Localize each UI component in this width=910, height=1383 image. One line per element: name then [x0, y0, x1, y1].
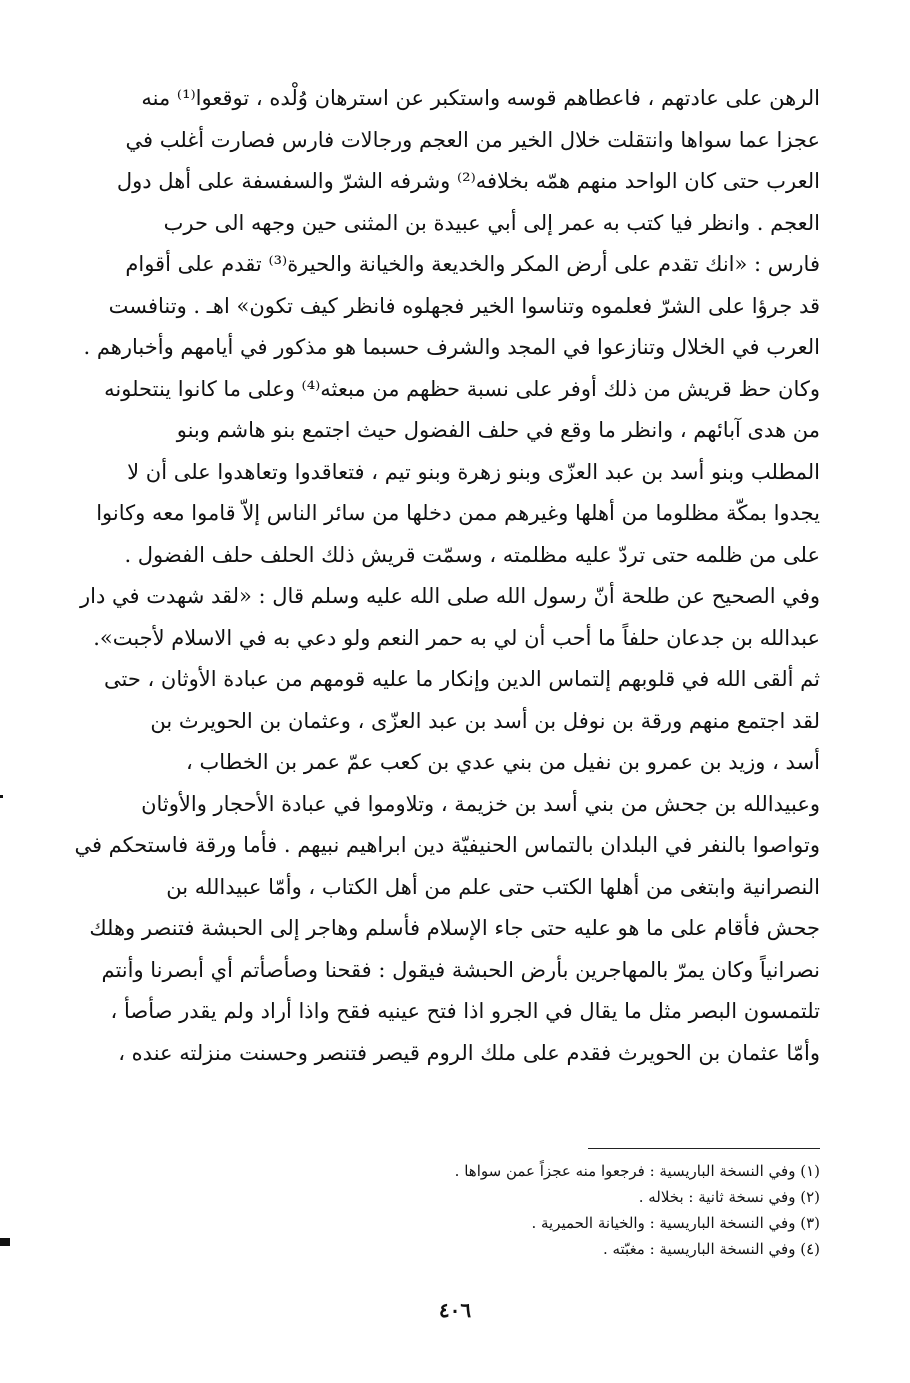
text-line: جحش فأقام على ما هو عليه حتى جاء الإسلام فأسلم وهاجر إلى الحبشة فتنصر وهلك — [89, 916, 820, 940]
footnotes — [300, 1158, 820, 1262]
text-line: يجدوا بمكّة مظلوما من أهلها وغيرهم ممن دخلها من سائر الناس إلاّ قاموا معه وكانوا — [96, 501, 820, 525]
text-line: المطلب وبنو أسد بن عبد العزّى وبنو زهرة وبنو تيم ، فتعاقدوا وتعاهدوا على أن لا — [127, 459, 820, 484]
text-line: العرب في الخلال وتنازعوا في المجد والشرف حسبما هو مذكور في أيامهم وأخبارهم . — [83, 335, 820, 359]
text-line: وتواصوا بالنفر في البلدان بالتماس الحنيفيّة دين ابراهيم نبيهم . فأما ورقة فاستحكم في — [74, 833, 820, 857]
text-line: أسد ، وزيد بن عمرو بن نفيل من بني عدي بن كعب عمّ عمر بن الخطاب ، — [186, 750, 820, 774]
text-line: نصرانياً وكان يمرّ بالمهاجرين بأرض الحبشة فيقول : فقحنا وصأصأتم أي أبصرنا وأنتم — [101, 957, 820, 982]
text-line: ثم ألقى الله في قلوبهم إلتماس الدين وإنكار ما عليه قومهم من عبادة الأوثان ، حتى — [103, 667, 820, 691]
text-line: وأمّا عثمان بن الحويرث فقدم على ملك الروم قيصر فتنصر وحسنت منزلته عنده ، — [118, 1040, 820, 1065]
text-line: الرهن على عادتهم ، فاعطاهم قوسه واستكبر عن استرهان وُلْده ، توقعوا⁽¹⁾ منه — [141, 86, 820, 110]
text-line: لقد اجتمع منهم ورقة بن نوفل بن أسد بن عبد العزّى ، وعثمان بن الحويرث بن — [150, 708, 820, 733]
text-line: وكان حظ قريش من ذلك أوفر على نسبة حظهم من مبعثه⁽⁴⁾ وعلى ما كانوا ينتحلونه — [104, 376, 820, 401]
footnote: (٣) وفي النسخة الباريسية : والخيانة الحميرية . — [531, 1214, 820, 1232]
footnote: (١) وفي النسخة الباريسية : فرجعوا منه عجزاً عمن سواها . — [454, 1162, 820, 1180]
scan-edge-mark — [0, 795, 3, 798]
text-line: عجزا عما سواها وانتقلت خلال الخير من العجم ورجالات فارس فصارت أغلب في — [125, 127, 820, 152]
text-line: العرب حتى كان الواحد منهم همّه بخلافه⁽²⁾ وشرفه الشرّ والسفسفة على أهل دول — [116, 169, 820, 193]
text-line: فارس : «انك تقدم على أرض المكر والخديعة والخيانة والحيرة⁽³⁾ تقدم على أقوام — [125, 252, 820, 276]
text-line: وعبيدالله بن جحش من بني أسد بن خزيمة ، وتلاوموا في عبادة الأحجار والأوثان — [141, 791, 820, 816]
text-line: على من ظلمه حتى تردّ عليه مظلمته ، وسمّت قريش ذلك الحلف حلف الفضول . — [124, 542, 820, 567]
footnote: (٤) وفي النسخة الباريسية : مغبّته . — [602, 1240, 820, 1258]
footnote-separator — [588, 1148, 820, 1149]
text-line: النصرانية وابتغى من أهلها الكتب حتى علم من أهل الكتاب ، وأمّا عبيدالله بن — [166, 874, 820, 899]
scan-edge-mark — [0, 1238, 10, 1246]
footnote: (٢) وفي نسخة ثانية : بخلاله . — [638, 1188, 820, 1206]
main-text — [68, 78, 820, 1074]
text-line: العجم . وانظر فيا كتب به عمر إلى أبي عبيدة بن المثنى حين وجهه الى حرب — [163, 210, 820, 235]
text-line: قد جرؤا على الشرّ فعلموه وتناسوا الخير فجهلوه فانظر كيف تكون» اهـ . وتنافست — [108, 293, 820, 318]
text-line: وفي الصحيح عن طلحة أنّ رسول الله صلى الله عليه وسلم قال : «لقد شهدت في دار — [80, 584, 820, 608]
text-line: من هدى آبائهم ، وانظر ما وقع في حلف الفضول حيث اجتمع بنو هاشم وبنو — [176, 418, 820, 442]
page-number: ٤٠٦ — [438, 1298, 472, 1322]
text-line: عبدالله بن جدعان حلفاً ما أحب أن لي به حمر النعم ولو دعي به في الاسلام لأجبت». — [93, 625, 820, 650]
text-line: تلتمسون البصر مثل ما يقال في الجرو اذا فتح عينيه فقح واذا أراد ولم يقدر صأصأ ، — [110, 999, 820, 1023]
